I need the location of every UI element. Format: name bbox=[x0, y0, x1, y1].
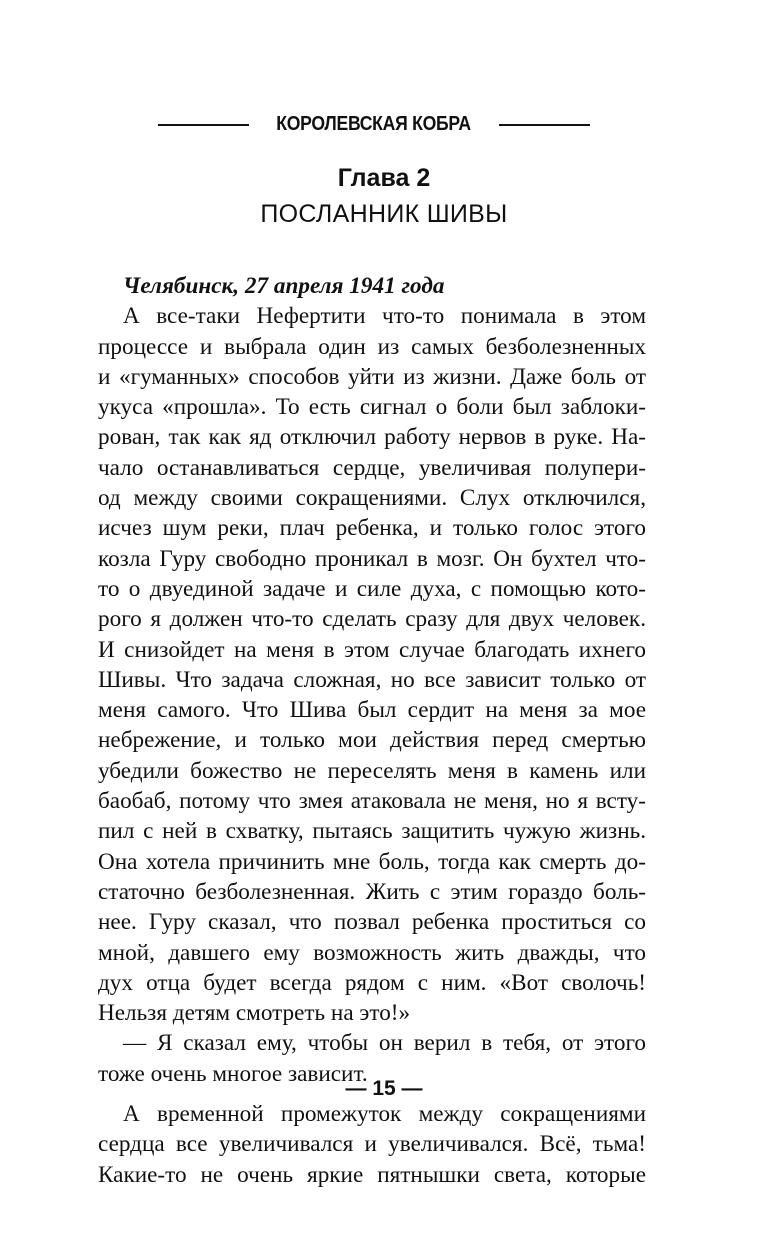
text-line: — Я сказал ему, чтобы он верил в тебя, от этого bbox=[123, 1030, 646, 1057]
text-line: меня самого. Что Шива был сердит на меня за мое bbox=[98, 697, 646, 724]
text-line: И снизойдет на меня в этом случае благодать ихнего bbox=[98, 636, 646, 663]
text-line: процессе и выбрала один из самых безболезненных bbox=[98, 333, 646, 360]
running-head bbox=[158, 113, 590, 136]
text-line: небрежение, и только мои действия перед смертью bbox=[98, 727, 646, 754]
text-line: од между своими сокращениями. Слух отключился, bbox=[98, 485, 646, 512]
text-line: Нельзя детям смотреть на это!» bbox=[98, 1000, 411, 1027]
text-line: исчез шум реки, плач ребенка, и только голос этого bbox=[98, 515, 646, 542]
text-line: то о двуединой задаче и силе духа, с помощью кото- bbox=[98, 575, 646, 602]
text-line: Она хотела причинить мне боль, тогда как смерть до- bbox=[98, 848, 646, 875]
text-line: мной, давшего ему возможность жить дважды, что bbox=[98, 939, 646, 966]
chapter-number: Глава 2 bbox=[337, 164, 431, 192]
text-line: сердца все увеличивался и увеличивался. Всё, тьма! bbox=[98, 1131, 646, 1158]
text-line: Какие-то не очень яркие пятнышки света, которые bbox=[98, 1161, 646, 1188]
text-line: и «гуманных» способов уйти из жизни. Даже боль от bbox=[98, 363, 646, 390]
body-text bbox=[98, 271, 646, 1190]
page-number: — 15 — bbox=[345, 1077, 423, 1100]
text-line: козла Гуру свободно проникал в мозг. Он бухтел что- bbox=[98, 545, 646, 572]
text-line: укуса «прошла». То есть сигнал о боли был заблоки- bbox=[98, 394, 646, 421]
running-head-rule-right bbox=[499, 124, 590, 126]
text-line: статочно безболезненная. Жить с этим гораздо боль- bbox=[98, 878, 646, 905]
chapter-heading bbox=[0, 160, 768, 232]
running-head-rule-left bbox=[158, 124, 249, 126]
text-line: тоже очень многое зависит. bbox=[98, 1060, 368, 1087]
text-line: А все-таки Нефертити что-то понимала в этом bbox=[123, 303, 646, 330]
text-line: убедили божество не переселять меня в камень или bbox=[98, 757, 646, 784]
text-line: дух отца будет всегда рядом с ним. «Вот сволочь! bbox=[98, 969, 646, 996]
text-line: чало останавливаться сердце, увеличивая полупери- bbox=[98, 454, 646, 481]
text-line: рого я должен что-то сделать сразу для двух человек. bbox=[98, 606, 646, 633]
text-line: нее. Гуру сказал, что позвал ребенка проститься со bbox=[98, 909, 646, 936]
text-line: рован, так как яд отключил работу нервов в руке. На- bbox=[98, 424, 646, 451]
text-line: А временной промежуток между сокращениями bbox=[123, 1101, 646, 1128]
place-date: Челябинск, 27 апреля 1941 года bbox=[123, 273, 445, 299]
text-line: Шивы. Что задача сложная, но все зависит только от bbox=[98, 666, 646, 693]
running-head-title: КОРОЛЕВСКАЯ КОБРА bbox=[276, 113, 472, 135]
chapter-title: ПОСЛАННИК ШИВЫ bbox=[260, 200, 508, 228]
text-line: пил с ней в схватку, пытаясь защитить чужую жизнь. bbox=[98, 818, 646, 845]
text-line: баобаб, потому что змея атаковала не меня, но я всту- bbox=[98, 788, 646, 815]
